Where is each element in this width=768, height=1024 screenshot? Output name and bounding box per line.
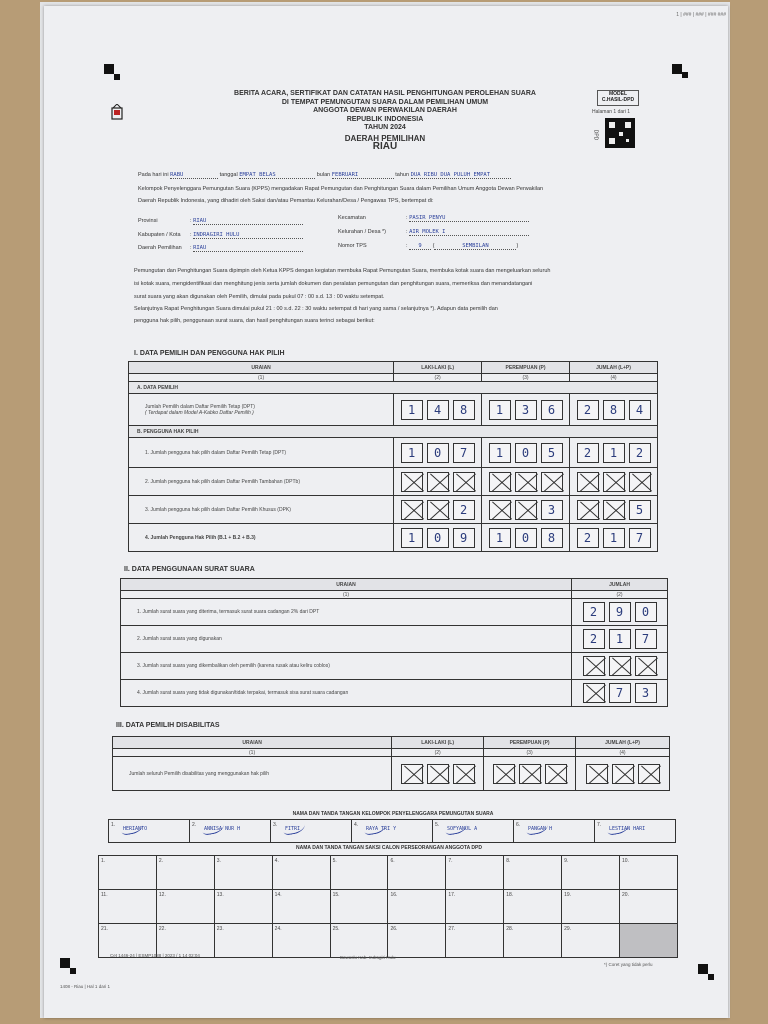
witness-row	[99, 856, 678, 890]
witness-signature-cell[interactable]: 10.	[620, 856, 678, 890]
kabupaten-value: INDRAGIRI HULU	[193, 232, 303, 239]
section2-table	[120, 578, 668, 707]
provinsi-value: RIAU	[193, 218, 303, 225]
footer-note: *) Coret yang tidak perlu	[604, 962, 653, 967]
col-header-laki: LAKI-LAKI (L)	[394, 362, 482, 374]
dapil-value: RIAU	[193, 245, 303, 252]
digit-box[interactable]	[401, 500, 423, 520]
digit-box[interactable]: 5	[541, 443, 563, 463]
digit-box[interactable]	[629, 472, 651, 492]
col-header-uraian: URAIAN	[121, 579, 572, 591]
row-label: 3. Jumlah pengguna hak pilih dalam Daftar Pemilih Khusus (DPK)	[129, 496, 394, 524]
kpu-logo-icon	[110, 104, 124, 122]
digit-box[interactable]	[545, 764, 567, 784]
kelurahan-row: Kelurahan / Desa *) : AIR MOLEK I	[338, 229, 529, 236]
month-value: FEBRUARI	[332, 172, 394, 179]
kelurahan-label: Kelurahan / Desa *)	[338, 229, 386, 235]
digit-box[interactable]: 1	[489, 400, 511, 420]
kpps-signature-cell[interactable]	[433, 820, 514, 843]
row-label: 4. Jumlah surat suara yang tidak digunakan/tidak terpakai, termasuk sisa surat suara cadangan	[121, 680, 572, 707]
digit-box[interactable]: 6	[541, 400, 563, 420]
witness-signature-cell[interactable]: 7.	[446, 856, 504, 890]
col-number: (2)	[394, 374, 482, 382]
witness-signature-cell[interactable]: 6.	[388, 856, 446, 890]
witness-signature-cell[interactable]: 23.	[214, 924, 272, 958]
table-row	[129, 394, 658, 426]
day-value: RABU	[170, 172, 218, 179]
digit-box[interactable]: 0	[515, 443, 537, 463]
footer-code: Cet 1446-24 | ESMP1088 | 2023 / 1 14 02:04	[110, 953, 200, 958]
day-label: Pada hari ini	[138, 172, 169, 178]
section2-title: II. DATA PENGGUNAAN SURAT SUARA	[124, 566, 255, 573]
sheet-number: Halaman 1 dari 1	[592, 109, 631, 115]
header-line: TAHUN 2024	[364, 124, 406, 131]
side-code: DPD	[592, 129, 599, 141]
top-note: 1 | ### | ### | ### ###	[676, 12, 726, 18]
digit-box[interactable]: 0	[635, 602, 657, 622]
witness-signature-cell[interactable]: 21.	[99, 924, 157, 958]
kpps-signature-cell[interactable]	[109, 820, 190, 843]
year-label: tahun	[395, 172, 410, 178]
col-number: (3)	[484, 749, 576, 757]
row-label-text: Jumlah Pemilih dalam Daftar Pemilih Tetap (DPT)	[145, 403, 255, 410]
witness-signature-cell[interactable]: 27.	[446, 924, 504, 958]
col-header-laki: LAKI-LAKI (L)	[392, 737, 484, 749]
digit-box[interactable]	[638, 764, 660, 784]
kabupaten-label: Kabupaten / Kota	[138, 232, 181, 238]
digit-box[interactable]	[612, 764, 634, 784]
member-number: 7.	[597, 822, 602, 828]
digit-box[interactable]	[489, 472, 511, 492]
digit-box[interactable]: 9	[453, 528, 475, 548]
witness-title: NAMA DAN TANDA TANGAN SAKSI CALON PERSEORANGAN ANGGOTA DPD	[296, 845, 482, 851]
col-header-jumlah: JUMLAH (L+P)	[576, 737, 670, 749]
digit-box[interactable]: 7	[609, 683, 631, 703]
member-name: RAYA TRI Y	[366, 826, 397, 832]
digit-box[interactable]: 1	[489, 443, 511, 463]
witness-signature-cell[interactable]: 4.	[272, 856, 330, 890]
dapil-row: Daerah Pemilihan : RIAU	[138, 245, 303, 252]
digit-box[interactable]	[453, 764, 475, 784]
table-row	[121, 626, 668, 653]
witness-signature-cell[interactable]: 16.	[388, 890, 446, 924]
col-number: (3)	[482, 374, 570, 382]
member-name: HERIANTO	[123, 826, 148, 832]
section3-table	[112, 736, 670, 791]
digit-box[interactable]: 1	[609, 629, 631, 649]
witness-signature-cell[interactable]: 13.	[214, 890, 272, 924]
kabupaten-row: Kabupaten / Kota : INDRAGIRI HULU	[138, 232, 303, 239]
digit-box[interactable]	[603, 472, 625, 492]
table-row	[129, 524, 658, 552]
digit-box[interactable]: 4	[427, 400, 449, 420]
kecamatan-label: Kecamatan	[338, 215, 366, 221]
digit-box[interactable]	[635, 656, 657, 676]
witness-signature-cell[interactable]: 29.	[562, 924, 620, 958]
member-name: FITRI	[285, 826, 301, 832]
header-line: REPUBLIK INDONESIA	[346, 115, 424, 123]
row-label: 2. Jumlah surat suara yang digunakan	[121, 626, 572, 653]
digit-box[interactable]: 3	[635, 683, 657, 703]
digit-box[interactable]: 7	[629, 528, 651, 548]
table-row	[129, 468, 658, 496]
digit-box[interactable]: 2	[577, 528, 599, 548]
digit-box[interactable]: 2	[583, 602, 605, 622]
witness-signature-cell[interactable]: 18.	[504, 890, 562, 924]
digit-box[interactable]	[401, 472, 423, 492]
col-header-perempuan: PEREMPUAN (P)	[482, 362, 570, 374]
witness-signature-cell[interactable]: 19.	[562, 890, 620, 924]
digit-box[interactable]	[603, 500, 625, 520]
col-number: (2)	[392, 749, 484, 757]
digit-box[interactable]	[609, 656, 631, 676]
paragraph-line: Pemungutan dan Penghitungan Suara dipimpin oleh Ketua KPPS dengan kegiatan membuka Rapat Pemungutan Suara, membuka kotak suara dan mengeluarkan seluruh	[134, 268, 551, 274]
model-code: MODEL C.HASIL-DPD	[597, 90, 639, 106]
member-name: SOFYANUL A	[447, 826, 478, 832]
intro-line-2: Kelompok Penyelenggara Pemungutan Suara (KPPS) mengadakan Rapat Pemungutan dan Penghitungan Suara dalam Pemilihan Umum Anggota Dewan Perwakilan	[138, 186, 544, 192]
kpps-signature-cell[interactable]	[595, 820, 676, 843]
row-label-sub: ( Terdapat dalam Model A-Kabko Daftar Pemilih )	[145, 409, 254, 416]
registration-mark	[60, 958, 70, 968]
digit-box[interactable]	[401, 764, 423, 784]
witness-signature-cell[interactable]: 12.	[156, 890, 214, 924]
row-label: 4. Jumlah Pengguna Hak Pilih (B.1 + B.2 + B.3)	[129, 524, 394, 552]
digit-box[interactable]: 8	[603, 400, 625, 420]
month-label: bulan	[316, 172, 331, 178]
footer-page: 1408 - Riau | Hal 1 dari 1	[60, 984, 110, 989]
digit-box[interactable]: 0	[427, 528, 449, 548]
member-number: 3.	[273, 822, 278, 828]
member-name: LESTIAN HARI	[609, 826, 646, 832]
digit-box[interactable]	[489, 500, 511, 520]
member-number: 6.	[516, 822, 521, 828]
col-header-perempuan: PEREMPUAN (P)	[484, 737, 576, 749]
witness-signature-table	[98, 855, 678, 958]
registration-mark	[682, 72, 688, 78]
digit-box[interactable]: 7	[635, 629, 657, 649]
col-header-uraian: URAIAN	[129, 362, 394, 374]
document-header	[180, 90, 590, 152]
member-name: PANGAN H	[528, 826, 553, 832]
digit-box[interactable]	[583, 683, 605, 703]
digit-box[interactable]: 3	[515, 400, 537, 420]
dapil-label: Daerah Pemilihan	[138, 245, 182, 251]
row-label: 3. Jumlah surat suara yang dikembalikan oleh pemilih (karena rusak atau keliru coblos)	[121, 653, 572, 680]
row-label: 2. Jumlah pengguna hak pilih dalam Daftar Pemilih Tambahan (DPTb)	[129, 468, 394, 496]
date-value: EMPAT BELAS	[239, 172, 315, 179]
digit-box[interactable]	[583, 656, 605, 676]
kelurahan-value: AIR MOLEK I	[409, 229, 529, 236]
digit-box[interactable]: 9	[609, 602, 631, 622]
witness-row	[99, 890, 678, 924]
witness-signature-cell[interactable]: 22.	[156, 924, 214, 958]
registration-mark	[70, 968, 76, 974]
provinsi-label: Provinsi	[138, 218, 158, 224]
witness-signature-cell[interactable]: 5.	[330, 856, 388, 890]
witness-signature-cell[interactable]: 2.	[156, 856, 214, 890]
table-row	[129, 496, 658, 524]
table-row	[121, 599, 668, 626]
member-name: ANNISA NUR H	[204, 826, 241, 832]
member-number: 1.	[111, 822, 116, 828]
witness-signature-cell[interactable]: 15.	[330, 890, 388, 924]
col-header-jumlah: JUMLAH (L+P)	[570, 362, 658, 374]
registration-mark	[114, 74, 120, 80]
kpps-signature-cell[interactable]	[271, 820, 352, 843]
date-label: tanggal	[219, 172, 238, 178]
kpps-title: NAMA DAN TANDA TANGAN KELOMPOK PENYELENGGARA PEMUNGUTAN SUARA	[292, 811, 494, 817]
kecamatan-value: PASIR PENYU	[409, 215, 529, 222]
member-number: 2.	[192, 822, 197, 828]
witness-signature-cell[interactable]: 28.	[504, 924, 562, 958]
witness-signature-cell[interactable]: 1.	[99, 856, 157, 890]
paragraph-line: pengguna hak pilih, penggunaan surat suara, dan hasil penghitungan suara terinci sebagai berikut:	[134, 318, 375, 324]
digit-box[interactable]	[515, 500, 537, 520]
digit-box[interactable]: 5	[629, 500, 651, 520]
witness-signature-cell[interactable]: 17.	[446, 890, 504, 924]
witness-signature-cell	[620, 924, 678, 958]
digit-box[interactable]: 8	[541, 528, 563, 548]
digit-box[interactable]: 2	[577, 400, 599, 420]
witness-signature-cell[interactable]: 8.	[504, 856, 562, 890]
tps-row: Nomor TPS : 9 ( SEMBILAN )	[338, 243, 519, 249]
intro-line-3: Daerah Republik Indonesia, yang dihadiri oleh Saksi dan/atau Pemantau Kelurahan/Desa / Pengawas TPS, bertempat di:	[138, 198, 434, 204]
col-number: (4)	[576, 749, 670, 757]
col-number: (4)	[570, 374, 658, 382]
row-label: 1. Jumlah surat suara yang diterima, termasuk surat suara cadangan 2% dari DPT	[121, 599, 572, 626]
registration-mark	[698, 964, 708, 974]
header-line: ANGGOTA DEWAN PERWAKILAN DAERAH	[313, 107, 457, 114]
col-header-jumlah: JUMLAH	[572, 579, 668, 591]
digit-box[interactable]	[586, 764, 608, 784]
member-number: 4.	[354, 822, 359, 828]
registration-mark	[104, 64, 114, 74]
section1-title: I. DATA PEMILIH DAN PENGGUNA HAK PILIH	[134, 350, 285, 357]
digit-box[interactable]: 3	[541, 500, 563, 520]
digit-box[interactable]: 1	[401, 528, 423, 548]
col-number: (2)	[572, 591, 668, 599]
year-value: DUA RIBU DUA PULUH EMPAT	[411, 172, 511, 179]
digit-box[interactable]: 1	[603, 528, 625, 548]
member-number: 5.	[435, 822, 440, 828]
digit-box[interactable]: 8	[453, 400, 475, 420]
digit-box[interactable]	[519, 764, 541, 784]
kecamatan-row: Kecamatan : PASIR PENYU	[338, 215, 529, 222]
paragraph-line: surat suara yang akan digunakan oleh Pemilih, dimulai pada pukul 07 : 00 s.d. 13 : 00 waktu setempat.	[134, 294, 385, 300]
section3-title: III. DATA PEMILIH DISABILITAS	[116, 722, 220, 729]
digit-box[interactable]: 1	[401, 443, 423, 463]
paragraph-line: isi kotak suara, mengidentifikasi dan menghitung jenis serta jumlah dokumen dan peralatan pemungutan dan penghitungan suara, memeriksa dan menandatangani	[134, 281, 533, 287]
row-label	[129, 394, 394, 426]
table-row	[129, 438, 658, 468]
kpps-signature-cell[interactable]	[514, 820, 595, 843]
witness-signature-cell[interactable]: 3.	[214, 856, 272, 890]
kpps-signature-cell[interactable]	[352, 820, 433, 843]
section1-table	[128, 361, 658, 552]
table-row	[121, 653, 668, 680]
registration-mark	[672, 64, 682, 74]
tps-words: SEMBILAN	[434, 243, 516, 250]
table-row	[121, 680, 668, 707]
col-header-uraian: URAIAN	[113, 737, 392, 749]
kpps-signature-table	[108, 819, 676, 843]
row-label: 1. Jumlah pengguna hak pilih dalam Daftar Pemilih Tetap (DPT)	[129, 438, 394, 468]
digit-box[interactable]	[453, 472, 475, 492]
kpps-signature-cell[interactable]	[190, 820, 271, 843]
col-number: (1)	[113, 749, 392, 757]
registration-mark	[708, 974, 714, 980]
col-number: (1)	[121, 591, 572, 599]
digit-box[interactable]: 4	[629, 400, 651, 420]
region-name: RIAU	[372, 141, 398, 152]
digit-box[interactable]: 2	[577, 443, 599, 463]
digit-box[interactable]	[577, 472, 599, 492]
digit-box[interactable]: 2	[583, 629, 605, 649]
subheader-data-pemilih: A. DATA PEMILIH	[129, 382, 658, 394]
provinsi-row: Provinsi : RIAU	[138, 218, 303, 225]
tps-value: 9	[409, 243, 431, 250]
paragraph-line: Selanjutnya Rapat Penghitungan Suara dimulai pukul 21 : 00 s.d. 22 : 30 waktu setempat di hari yang sama / selanjutnya *). Adapun data pemilih dan	[134, 306, 498, 312]
table-row	[113, 757, 670, 791]
tps-label: Nomor TPS	[338, 243, 367, 249]
digit-box[interactable]	[427, 764, 449, 784]
header-line: DI TEMPAT PEMUNGUTAN SUARA DALAM PEMILIHAN UMUM	[281, 98, 489, 106]
digit-box[interactable]	[493, 764, 515, 784]
digit-box[interactable]	[541, 472, 563, 492]
digit-box[interactable]: 1	[489, 528, 511, 548]
intro-line-1	[138, 172, 511, 179]
digit-box[interactable]: 2	[453, 500, 475, 520]
row-label: Jumlah seluruh Pemilih disabilitas yang menggunakan hak pilih	[113, 757, 392, 791]
subheader-pengguna-hak-pilih: B. PENGGUNA HAK PILIH	[129, 426, 658, 438]
witness-signature-cell[interactable]: 24.	[272, 924, 330, 958]
qr-code-icon	[605, 118, 635, 148]
digit-box[interactable]: 7	[453, 443, 475, 463]
digit-box[interactable]	[577, 500, 599, 520]
digit-box[interactable]: 1	[401, 400, 423, 420]
footer-center: Bawaslu Kab. Indragiri Hulu	[340, 955, 396, 960]
digit-box[interactable]	[427, 500, 449, 520]
header-line: BERITA ACARA, SERTIFIKAT DAN CATATAN HASIL PENGHITUNGAN PEROLEHAN SUARA	[234, 90, 536, 97]
witness-signature-cell[interactable]: 26.	[388, 924, 446, 958]
digit-box[interactable]: 0	[515, 528, 537, 548]
col-number: (1)	[129, 374, 394, 382]
digit-box[interactable]: 0	[427, 443, 449, 463]
digit-box[interactable]	[515, 472, 537, 492]
digit-box[interactable]: 1	[603, 443, 625, 463]
region-label: DAERAH PEMILIHAN	[344, 133, 426, 143]
witness-signature-cell[interactable]: 14.	[272, 890, 330, 924]
digit-box[interactable]: 2	[629, 443, 651, 463]
digit-box[interactable]	[427, 472, 449, 492]
witness-signature-cell[interactable]: 25.	[330, 924, 388, 958]
witness-signature-cell[interactable]: 20.	[620, 890, 678, 924]
witness-signature-cell[interactable]: 9.	[562, 856, 620, 890]
witness-signature-cell[interactable]: 11.	[99, 890, 157, 924]
